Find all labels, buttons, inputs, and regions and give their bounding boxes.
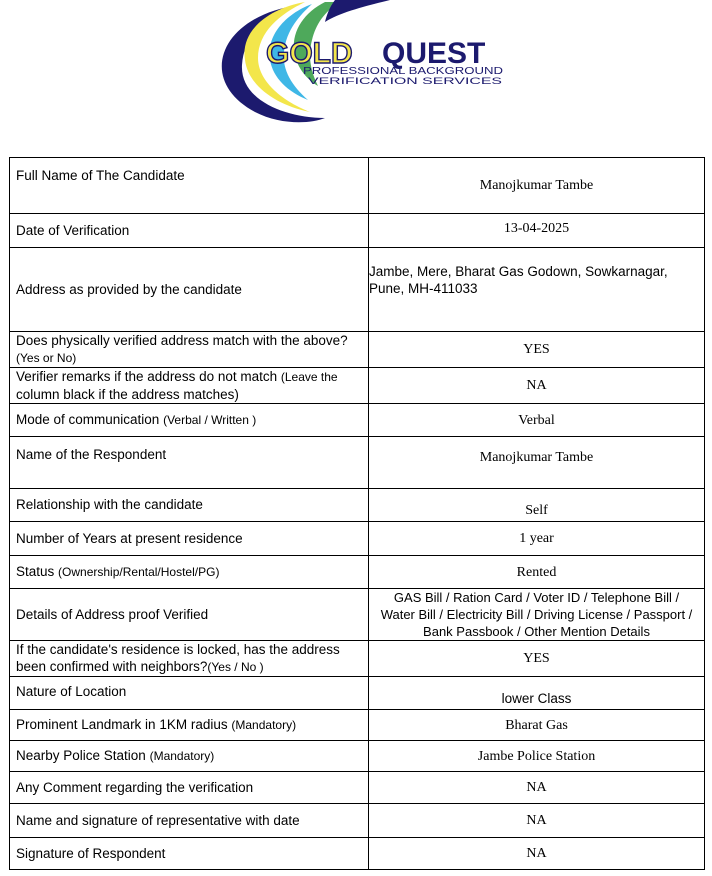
value-relationship: Self — [369, 489, 705, 522]
table-row-status — [10, 556, 705, 589]
table-row-years-at-residence — [10, 522, 705, 556]
value-full-name: Manojkumar Tambe — [369, 158, 705, 214]
table-row-full-name — [10, 158, 705, 214]
label-years-at-residence: Number of Years at present residence — [10, 522, 369, 556]
label-status: Status (Ownership/Rental/Hostel/PG) — [10, 556, 369, 589]
logo-gold-text: GOLD — [266, 37, 353, 70]
label-nature-of-location: Nature of Location — [10, 677, 369, 710]
logo-quest-text: QUEST — [382, 37, 486, 70]
label-date-of-verification: Date of Verification — [10, 214, 369, 248]
value-address-match: YES — [369, 332, 705, 368]
label-address: Address as provided by the candidate — [10, 248, 369, 332]
label-relationship: Relationship with the candidate — [10, 489, 369, 522]
logo-tagline-1: PROFESSIONAL BACKGROUND — [303, 66, 503, 77]
goldquest-logo-graphic — [200, 0, 510, 130]
label-full-name: Full Name of The Candidate — [10, 158, 369, 214]
table-row-comment — [10, 772, 705, 804]
table-row-relationship — [10, 489, 705, 522]
label-mode-of-communication: Mode of communication (Verbal / Written ) — [10, 404, 369, 437]
table-row-address-proof — [10, 589, 705, 641]
table-row-representative-signature — [10, 804, 705, 838]
table-row-address — [10, 248, 705, 332]
value-address: Jambe, Mere, Bharat Gas Godown, Sowkarnagar, Pune, MH-411033 — [369, 248, 705, 332]
value-years-at-residence: 1 year — [369, 522, 705, 556]
table-row-police-station — [10, 741, 705, 772]
label-landmark: Prominent Landmark in 1KM radius (Mandatory) — [10, 710, 369, 741]
table-row-neighbors-confirmation — [10, 641, 705, 677]
value-nature-of-location: lower Class — [369, 677, 705, 710]
value-address-proof: GAS Bill / Ration Card / Voter ID / Telephone Bill / Water Bill / Electricity Bill / Driving License / Passport / Bank Passbook / Other Mention Details — [369, 589, 705, 641]
table-row-verifier-remarks — [10, 368, 705, 404]
label-address-match: Does physically verified address match with the above? (Yes or No) — [10, 332, 369, 368]
value-verifier-remarks: NA — [369, 368, 705, 404]
table-row-respondent — [10, 437, 705, 489]
label-comment: Any Comment regarding the verification — [10, 772, 369, 804]
value-neighbors-confirmation: YES — [369, 641, 705, 677]
value-respondent-signature: NA — [369, 838, 705, 870]
value-date-of-verification: 13-04-2025 — [369, 214, 705, 248]
table-row-landmark — [10, 710, 705, 741]
logo-tagline-2: VERIFICATION SERVICES — [308, 76, 502, 86]
value-mode-of-communication: Verbal — [369, 404, 705, 437]
label-address-proof: Details of Address proof Verified — [10, 589, 369, 641]
table-row-nature-of-location — [10, 677, 705, 710]
table-row-mode-of-communication — [10, 404, 705, 437]
value-status: Rented — [369, 556, 705, 589]
label-police-station: Nearby Police Station (Mandatory) — [10, 741, 369, 772]
value-representative-signature: NA — [369, 804, 705, 838]
goldquest-logo — [200, 0, 510, 130]
value-respondent-name: Manojkumar Tambe — [369, 437, 705, 489]
table-row-address-match — [10, 332, 705, 368]
label-respondent-signature: Signature of Respondent — [10, 838, 369, 870]
table-row-respondent-signature — [10, 838, 705, 870]
verification-table — [9, 157, 705, 870]
label-respondent-name: Name of the Respondent — [10, 437, 369, 489]
label-verifier-remarks: Verifier remarks if the address do not match (Leave the column black if the address matches) — [10, 368, 369, 404]
value-landmark: Bharat Gas — [369, 710, 705, 741]
value-police-station: Jambe Police Station — [369, 741, 705, 772]
value-comment: NA — [369, 772, 705, 804]
table-row-date — [10, 214, 705, 248]
label-representative-signature: Name and signature of representative with date — [10, 804, 369, 838]
label-neighbors-confirmation: If the candidate's residence is locked, has the address been confirmed with neighbors?(Yes / No ) — [10, 641, 369, 677]
